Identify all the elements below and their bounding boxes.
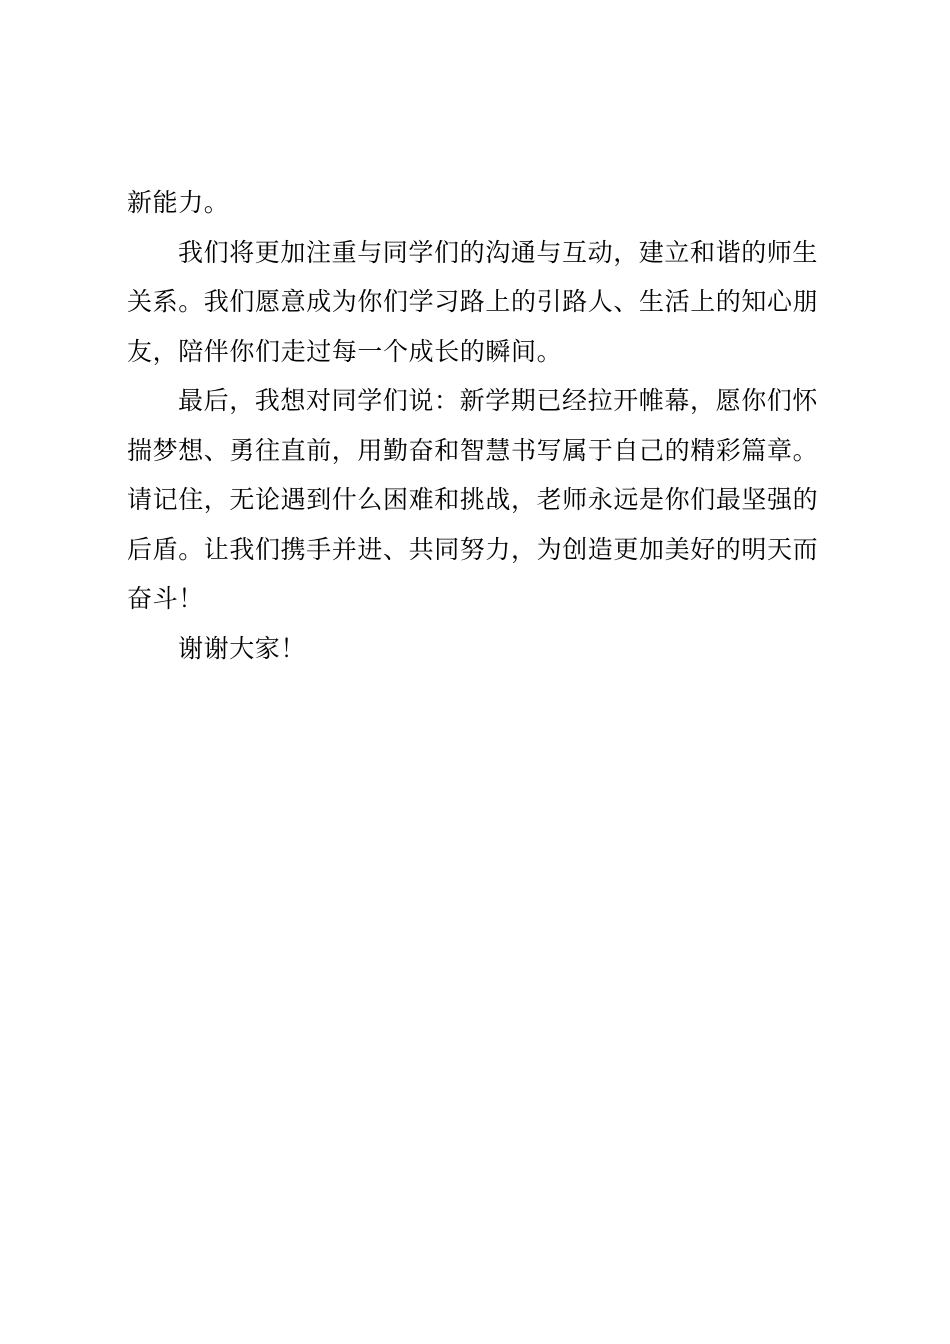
paragraph-first-line: 我们将更加注重与同学们的沟通与互动，建立和谐的师生	[178, 237, 819, 267]
paragraph-line: 关系。我们愿意成为你们学习路上的引路人、生活上的知心朋	[127, 287, 819, 316]
paragraph-first-line: 最后，我想对同学们说：新学期已经拉开帷幕，愿你们怀	[178, 386, 819, 415]
document-body	[127, 178, 837, 673]
paragraph-continuation-line: 新能力。	[127, 188, 230, 217]
paragraph-line: 友，陪伴你们走过每一个成长的瞬间。	[127, 336, 563, 366]
closing-line: 谢谢大家！	[178, 633, 307, 663]
paragraph-line: 请记住，无论遇到什么困难和挑战，老师永远是你们最坚强的	[127, 485, 819, 514]
paragraph-line: 奋斗！	[127, 584, 204, 613]
paragraph-line: 后盾。让我们携手并进、共同努力，为创造更加美好的明天而	[127, 534, 819, 564]
paragraph-line: 揣梦想、勇往直前，用勤奋和智慧书写属于自己的精彩篇章。	[127, 435, 819, 465]
